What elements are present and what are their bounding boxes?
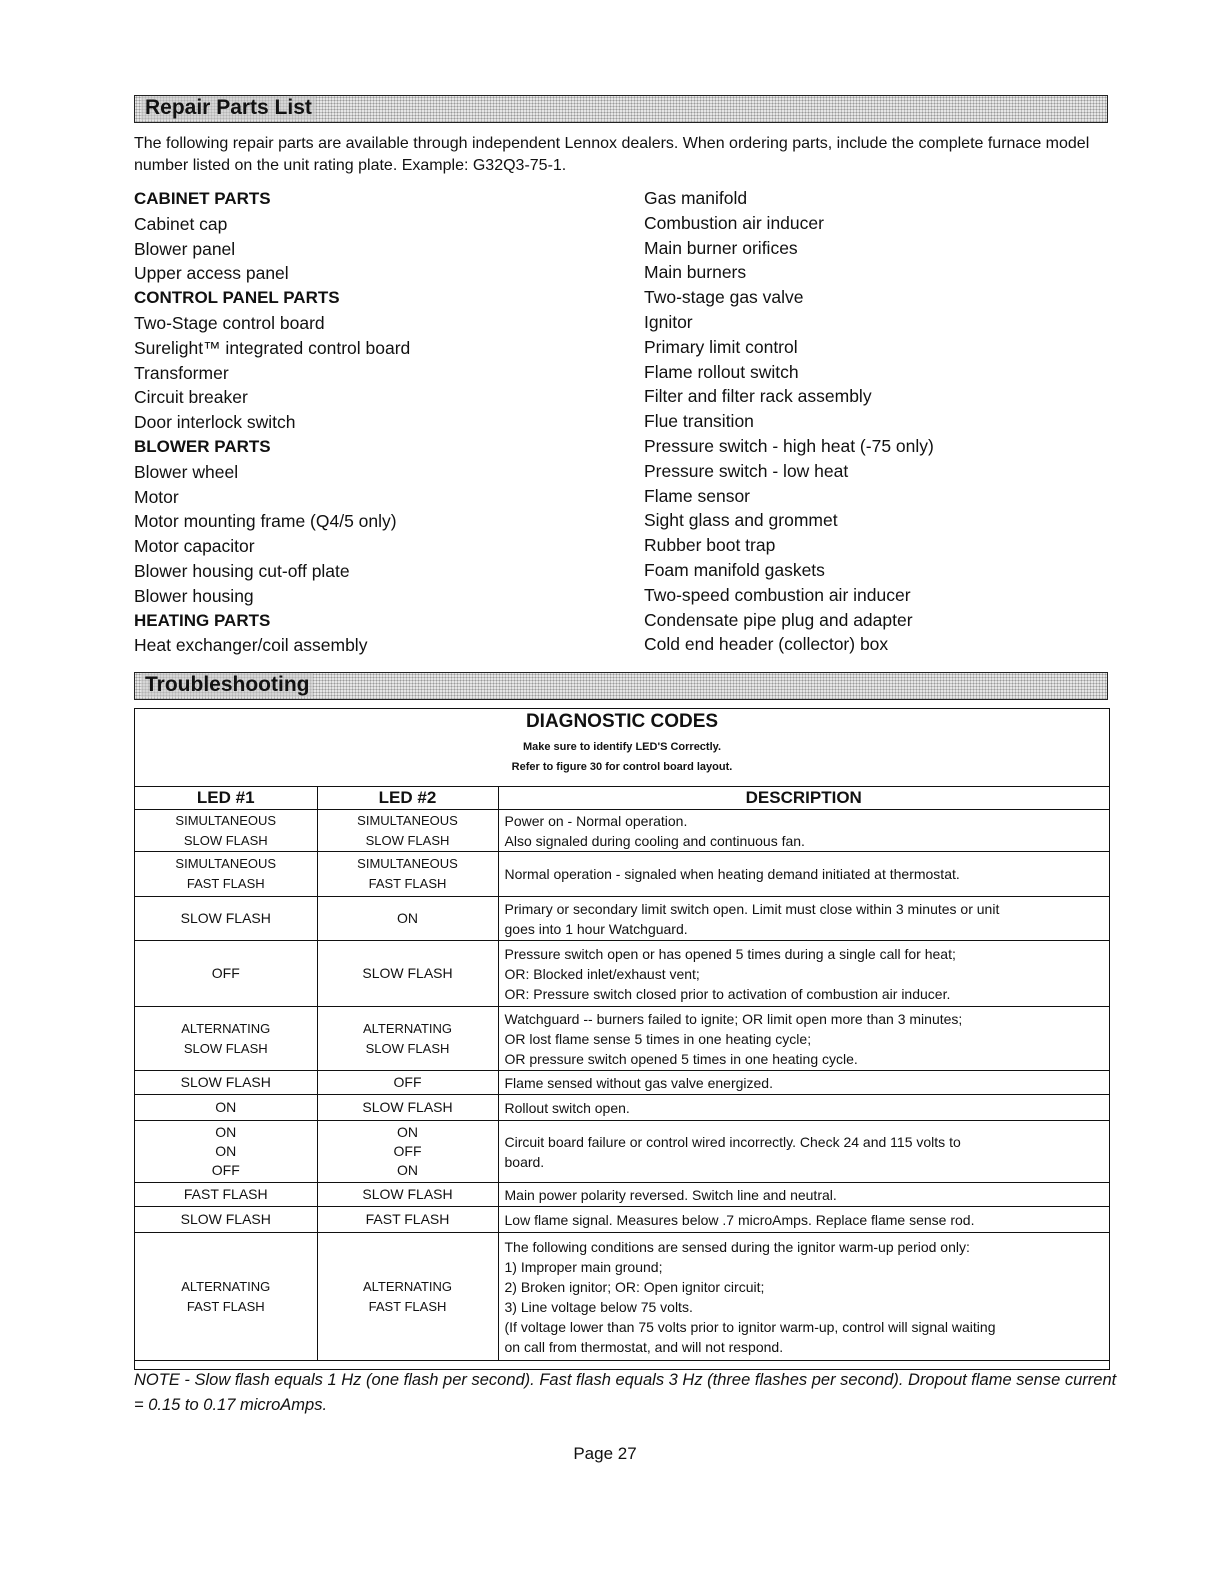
table-row	[135, 897, 1109, 941]
description-cell	[498, 1007, 1109, 1071]
led2-state: FAST FLASH	[368, 876, 447, 891]
table-row	[135, 1121, 1109, 1183]
parts-list-item: Two-stage gas valve	[644, 287, 804, 308]
led2-state: SLOW FLASH	[362, 965, 453, 981]
parts-category-heading: HEATING PARTS	[134, 610, 271, 630]
led2-cell	[317, 1207, 498, 1233]
led2-cell	[317, 941, 498, 1007]
led1-state: SLOW FLASH	[180, 1074, 271, 1090]
parts-list-item: Cold end header (collector) box	[644, 634, 889, 655]
parts-list-item: Surelight™ integrated control board	[134, 337, 411, 358]
led1-state: FAST FLASH	[186, 876, 265, 891]
led1-cell	[135, 1121, 317, 1183]
led2-state: FAST FLASH	[368, 1298, 447, 1314]
description-line: Pressure switch open or has opened 5 times during a single call for heat;	[504, 945, 956, 962]
repair-parts-title: Repair Parts List	[141, 96, 316, 120]
description-line: OR lost flame sense 5 times in one heating cycle;	[504, 1030, 812, 1047]
parts-list-item: Two-Stage control board	[134, 312, 325, 333]
description-line: on call from thermostat, and will not respond.	[504, 1338, 784, 1355]
parts-list-item: Upper access panel	[134, 263, 289, 284]
description-cell	[498, 852, 1109, 897]
description-line: Primary or secondary limit switch open. Limit must close within 3 minutes or unit	[504, 900, 1000, 917]
led1-cell	[135, 941, 317, 1007]
parts-list-item: Ignitor	[644, 311, 693, 332]
led2-cell	[317, 897, 498, 941]
led2-state: SIMULTANEOUS	[357, 856, 458, 871]
description-line: goes into 1 hour Watchguard.	[504, 920, 688, 937]
description-line: 1) Improper main ground;	[504, 1258, 663, 1275]
description-line: Rollout switch open.	[504, 1099, 630, 1116]
led1-state: ALTERNATING	[181, 1278, 271, 1294]
repair-parts-banner	[134, 95, 1108, 123]
description-line: Low flame signal. Measures below .7 microAmps. Replace flame sense rod.	[504, 1211, 975, 1228]
description-line: OR: Pressure switch closed prior to activation of combustion air inducer.	[504, 985, 951, 1002]
description-cell	[498, 941, 1109, 1007]
parts-list-item: Main burner orifices	[644, 237, 798, 258]
led2-cell	[317, 1095, 498, 1121]
led1-state: SIMULTANEOUS	[175, 812, 277, 828]
led2-state: SIMULTANEOUS	[357, 812, 458, 828]
parts-list-item: Heat exchanger/coil assembly	[134, 635, 368, 656]
description-cell	[498, 1207, 1109, 1233]
parts-list-item: Flame sensor	[644, 485, 751, 506]
led2-cell	[317, 1007, 498, 1071]
table-row	[135, 941, 1109, 1007]
header-led1: LED #1	[135, 787, 317, 810]
parts-list-item: Motor	[134, 486, 179, 507]
led2-state: FAST FLASH	[365, 1211, 450, 1227]
description-line: Flame sensed without gas valve energized.	[504, 1074, 773, 1091]
led2-state: OFF	[393, 1074, 422, 1090]
parts-list-item: Foam manifold gaskets	[644, 559, 825, 580]
parts-list-item: Main burners	[644, 262, 747, 283]
description-cell	[498, 1233, 1109, 1361]
led2-cell	[317, 810, 498, 852]
parts-list-item: Transformer	[134, 362, 229, 383]
led1-cell	[135, 1207, 317, 1233]
led2-state: ALTERNATING	[362, 1278, 453, 1294]
led1-state: SLOW FLASH	[183, 1040, 268, 1056]
led2-state: ON	[397, 1162, 418, 1178]
table-row	[135, 1233, 1109, 1361]
parts-list-right	[644, 186, 934, 657]
parts-list-left	[134, 187, 410, 658]
parts-list-item: Motor mounting frame (Q4/5 only)	[134, 511, 397, 532]
led2-state: SLOW FLASH	[362, 1099, 453, 1115]
table-row	[135, 852, 1109, 897]
led1-state: ON	[215, 1143, 237, 1159]
led1-state: ON	[215, 1124, 237, 1140]
page-number: Page 27	[573, 1444, 637, 1463]
led1-state: ALTERNATING	[181, 1020, 271, 1036]
led2-state: SLOW FLASH	[365, 1040, 450, 1056]
troubleshooting-title: Troubleshooting	[141, 673, 313, 697]
description-line: The following conditions are sensed during the ignitor warm-up period only:	[504, 1238, 970, 1255]
description-line: Main power polarity reversed. Switch line and neutral.	[504, 1186, 837, 1203]
diagnostic-subtitle-2: Refer to figure 30 for control board layout.	[511, 761, 733, 773]
header-led2: LED #2	[317, 787, 498, 810]
led2-state: ALTERNATING	[362, 1020, 453, 1036]
parts-list-item: Sight glass and grommet	[644, 510, 838, 531]
parts-list-item: Cabinet cap	[134, 213, 228, 234]
led1-state: SLOW FLASH	[183, 832, 268, 848]
led2-cell	[317, 1233, 498, 1361]
table-row	[135, 810, 1109, 852]
led1-cell	[135, 1007, 317, 1071]
parts-list-item: Rubber boot trap	[644, 535, 776, 556]
led1-state: ON	[215, 1099, 237, 1115]
description-line: Normal operation - signaled when heating demand initiated at thermostat.	[504, 866, 960, 882]
description-cell	[498, 897, 1109, 941]
led1-cell	[135, 1183, 317, 1207]
parts-list-item: Blower housing	[134, 585, 254, 606]
description-line: board.	[504, 1153, 545, 1170]
description-line: 2) Broken ignitor; OR: Open ignitor circuit;	[504, 1278, 765, 1295]
led2-cell	[317, 1121, 498, 1183]
led1-state: OFF	[211, 965, 240, 981]
led2-cell	[317, 1071, 498, 1095]
description-cell	[498, 1071, 1109, 1095]
parts-list-item: Two-speed combustion air inducer	[644, 584, 911, 605]
description-line: Circuit board failure or control wired incorrectly. Check 24 and 115 volts to	[504, 1133, 961, 1150]
table-row	[135, 1207, 1109, 1233]
led2-state: OFF	[393, 1143, 422, 1159]
parts-list-item: Flue transition	[644, 411, 754, 432]
parts-list-item: Condensate pipe plug and adapter	[644, 609, 913, 630]
troubleshooting-banner	[134, 672, 1108, 700]
description-cell	[498, 810, 1109, 852]
led1-state: SIMULTANEOUS	[175, 856, 277, 871]
parts-list-item: Pressure switch - low heat	[644, 460, 849, 481]
description-line: (If voltage lower than 75 volts prior to ignitor warm-up, control will signal waiting	[504, 1318, 996, 1335]
parts-list-item: Primary limit control	[644, 336, 798, 357]
parts-category-heading: BLOWER PARTS	[134, 436, 271, 456]
repair-parts-intro: The following repair parts are available through independent Lennox dealers. When ordering parts, include the complete furnace model number listed on the unit rating plate. Example: G32Q3-75-1.	[134, 135, 1090, 174]
codes-table	[135, 787, 1109, 1361]
diagnostic-codes-table	[134, 708, 1110, 1370]
diagnostic-header	[135, 709, 1109, 787]
diagnostic-subtitle-1: Make sure to identify LED'S Correctly.	[522, 741, 722, 753]
led1-cell	[135, 1095, 317, 1121]
parts-category-heading: CABINET PARTS	[134, 189, 271, 208]
parts-list-item: Gas manifold	[644, 188, 748, 208]
parts-list-item: Blower panel	[134, 238, 236, 259]
description-line: Also signaled during cooling and continuous fan.	[504, 832, 805, 849]
description-line: OR pressure switch opened 5 times in one heating cycle.	[504, 1050, 858, 1067]
led1-state: SLOW FLASH	[180, 1211, 271, 1227]
parts-list-item: Filter and filter rack assembly	[644, 386, 872, 407]
parts-category-heading: CONTROL PANEL PARTS	[134, 288, 340, 308]
parts-list-item: Circuit breaker	[134, 387, 248, 408]
table-row	[135, 1095, 1109, 1121]
led2-cell	[317, 1183, 498, 1207]
led2-cell	[317, 852, 498, 897]
led1-state: FAST FLASH	[186, 1298, 265, 1314]
led1-cell	[135, 852, 317, 897]
led2-state: ON	[397, 910, 418, 926]
table-row	[135, 1007, 1109, 1071]
parts-list-item: Flame rollout switch	[644, 361, 799, 382]
description-line: OR: Blocked inlet/exhaust vent;	[504, 965, 700, 982]
led1-cell	[135, 897, 317, 941]
diagnostic-title: DIAGNOSTIC CODES	[525, 711, 719, 732]
led1-state: OFF	[211, 1162, 240, 1178]
description-line: Power on - Normal operation.	[504, 812, 688, 829]
led1-cell	[135, 810, 317, 852]
table-row	[135, 1071, 1109, 1095]
header-description: DESCRIPTION	[498, 787, 1109, 810]
led1-cell	[135, 1071, 317, 1095]
led2-state: ON	[397, 1124, 418, 1140]
led2-state: SLOW FLASH	[365, 832, 450, 848]
description-cell	[498, 1121, 1109, 1183]
parts-list-item: Motor capacitor	[134, 536, 255, 557]
description-line: Watchguard -- burners failed to ignite; OR limit open more than 3 minutes;	[504, 1010, 963, 1027]
parts-list-item: Blower wheel	[134, 461, 239, 482]
led1-state: FAST FLASH	[183, 1186, 268, 1202]
description-cell	[498, 1183, 1109, 1207]
parts-list-item: Pressure switch - high heat (-75 only)	[644, 435, 934, 456]
led2-state: SLOW FLASH	[362, 1186, 453, 1202]
parts-list-item: Combustion air inducer	[644, 212, 824, 233]
parts-list-item: Blower housing cut-off plate	[134, 560, 350, 581]
table-row	[135, 1183, 1109, 1207]
led1-state: SLOW FLASH	[180, 910, 271, 926]
parts-list-item: Door interlock switch	[134, 412, 296, 433]
description-line: 3) Line voltage below 75 volts.	[504, 1298, 693, 1315]
led1-cell	[135, 1233, 317, 1361]
description-cell	[498, 1095, 1109, 1121]
flash-note: NOTE - Slow flash equals 1 Hz (one flash per second). Fast flash equals 3 Hz (three flashes per second). Dropout flame sense current = 0.15 to 0.17 microAmps.	[134, 1371, 1117, 1414]
